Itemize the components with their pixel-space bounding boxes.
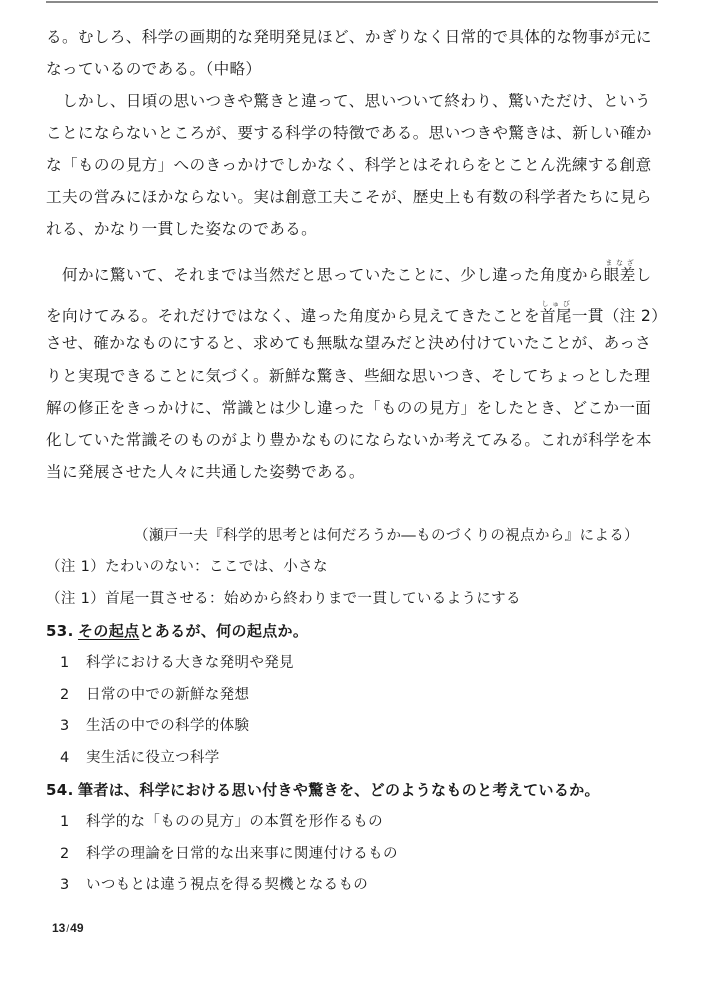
choice-number: 3 bbox=[60, 718, 70, 734]
choice-text: 科学における大きな発明や発見 bbox=[86, 655, 294, 671]
choice-number: 1 bbox=[60, 814, 70, 830]
question-text: とあるが、何の起点か。 bbox=[139, 622, 309, 640]
page-number bbox=[52, 921, 84, 935]
choice-number: 2 bbox=[60, 846, 70, 862]
question-number: 54. bbox=[46, 781, 74, 799]
answer-choice[interactable] bbox=[60, 653, 294, 673]
choice-number: 4 bbox=[60, 750, 70, 766]
text-segment: し bbox=[635, 266, 652, 284]
question-text: 筆者は、科学における思い付きや驚きを、どのようなものと考えているか。 bbox=[78, 781, 600, 799]
passage-line: れる、かなり一貫した姿なのである。 bbox=[46, 220, 318, 238]
answer-choice[interactable] bbox=[60, 716, 249, 736]
choice-text: 科学的な「ものの見方」の本質を形作るもの bbox=[86, 814, 383, 830]
choice-text: 実生活に役立つ科学 bbox=[86, 750, 220, 766]
passage-line-with-ruby bbox=[62, 259, 652, 285]
answer-choice[interactable] bbox=[60, 812, 383, 832]
ruby-reading: まなざ bbox=[603, 259, 636, 267]
total-pages: 49 bbox=[70, 921, 84, 935]
answer-choice[interactable] bbox=[60, 844, 398, 864]
choice-number: 1 bbox=[60, 655, 70, 671]
ruby-base: 首尾 bbox=[539, 307, 572, 325]
answer-choice[interactable] bbox=[60, 748, 220, 768]
answer-choice[interactable] bbox=[60, 685, 249, 705]
footnote: （注 1）たわいのない：ここでは、小さな bbox=[46, 559, 328, 575]
passage-line: 解の修正をきっかけに、常識とは少し違った「ものの見方」をしたとき、どこか一面 bbox=[46, 399, 652, 417]
passage-line: りと実現できることに気づく。新鮮な驚き、些細な思いつき、そしてちょっとした理 bbox=[46, 367, 651, 385]
ruby-reading: しゅび bbox=[539, 300, 572, 308]
choice-number: 3 bbox=[60, 877, 70, 893]
choice-text: 生活の中での科学的体験 bbox=[86, 718, 250, 734]
passage-line: なっているのである。（中略） bbox=[46, 60, 262, 78]
passage-line: ことにならないところが、要する科学の特徴である。思いつきや驚きは、新しい確か bbox=[46, 124, 652, 142]
choice-number: 2 bbox=[60, 687, 70, 703]
top-rule-divider bbox=[46, 1, 658, 3]
answer-choice[interactable] bbox=[60, 875, 368, 895]
passage-line-with-ruby bbox=[46, 300, 667, 326]
current-page: 13 bbox=[52, 921, 66, 935]
passage-line: 当に発展させた人々に共通した姿勢である。 bbox=[46, 463, 365, 481]
passage-line: しかし、日頃の思いつきや驚きと違って、思いついて終わり、驚いただけ、という bbox=[62, 92, 651, 110]
question-stem bbox=[46, 780, 600, 800]
text-segment: 何かに驚いて、それまでは当然だと思っていたことに、少し違った角度から bbox=[62, 266, 604, 284]
choice-text: 日常の中での新鮮な発想 bbox=[86, 687, 250, 703]
choice-text: 科学の理論を日常的な出来事に関連付けるもの bbox=[86, 846, 398, 862]
underlined-phrase: その起点 bbox=[78, 622, 140, 640]
ruby-manazashi bbox=[603, 259, 636, 284]
source-attribution: （瀬戸一夫『科学的思考とは何だろうか―ものづくりの視点から』による） bbox=[134, 528, 639, 544]
passage-line: 化していた常識そのものがより豊かなものにならないか考えてみる。これが科学を本 bbox=[46, 431, 652, 449]
question-number: 53. bbox=[46, 622, 74, 640]
choice-text: いつもとは違う視点を得る契機となるもの bbox=[86, 877, 369, 893]
ruby-base: 眼差 bbox=[603, 266, 636, 284]
text-segment: を向けてみる。それだけではなく、違った角度から見えてきたことを bbox=[46, 307, 540, 325]
passage-line: な「ものの見方」へのきっかけでしかなく、科学とはそれらをとことん洗練する創意 bbox=[46, 156, 652, 174]
passage-line: る。むしろ、科学の画期的な発明発見ほど、かぎりなく日常的で具体的な物事が元に bbox=[46, 28, 652, 46]
text-segment: 一貫（注 2） bbox=[571, 307, 668, 325]
passage-line: 工夫の営みにほかならない。実は創意工夫こそが、歴史上も有数の科学者たちに見ら bbox=[46, 188, 652, 206]
ruby-shubi bbox=[539, 300, 572, 325]
question-stem bbox=[46, 621, 308, 641]
page-separator: / bbox=[66, 924, 70, 935]
passage-line: させ、確かなものにすると、求めても無駄な望みだと決め付けていたことが、あっさ bbox=[46, 334, 652, 352]
footnote: （注 1）首尾一貫させる：始めから終わりまで一貫しているようにする bbox=[46, 591, 521, 607]
